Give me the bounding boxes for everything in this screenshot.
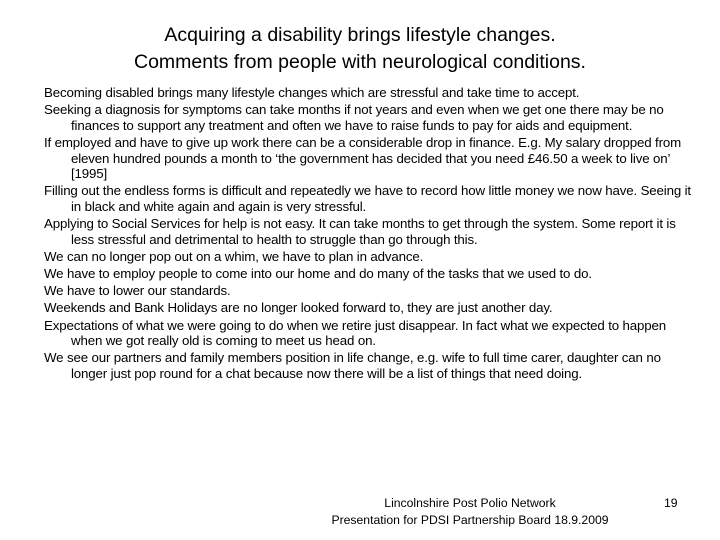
- slide-title: [20, 22, 700, 76]
- footer-presentation: Presentation for PDSI Partnership Board 18.9.2009: [331, 513, 609, 527]
- body-paragraph: Applying to Social Services for help is not easy. It can take months to get through the system. Some report it is less stressful and detrimental to health to struggle than go through this.: [44, 216, 676, 247]
- body-paragraph: Filling out the endless forms is difficult and repeatedly we have to record how little money we now have. Seeing it in black and white again and again is very stressful.: [44, 183, 691, 214]
- body-paragraph: Weekends and Bank Holidays are no longer looked forward to, they are just another day.: [44, 300, 553, 316]
- body-paragraph: Becoming disabled brings many lifestyle changes which are stressful and take time to accept.: [44, 85, 580, 100]
- slide-footer: [300, 495, 640, 529]
- body-paragraph: Seeking a diagnosis for symptoms can take months if not years and even when we get one there may be no finances to support any treatment and often we have to raise funds to pay for aids and equipment.: [44, 102, 664, 133]
- body-paragraph: We see our partners and family members position in life change, e.g. wife to full time carer, daughter can no longer just pop round for a chat because now there will be a list of things that need doing.: [44, 350, 661, 382]
- body-paragraph: We can no longer pop out on a whim, we have to plan in advance.: [44, 248, 424, 264]
- body-paragraph: We have to lower our standards.: [44, 283, 231, 299]
- title-line: Comments from people with neurological conditions.: [134, 51, 586, 73]
- page-number: 19: [664, 496, 678, 510]
- body-paragraph: We have to employ people to come into our home and do many of the tasks that we used to do.: [44, 266, 592, 282]
- slide-body: [44, 85, 694, 383]
- body-paragraph: If employed and have to give up work there can be a considerable drop in finance. E.g. My salary dropped from eleven hundred pounds a month to ‘the government has decided that you need £46.50 a week to live on’ [1995]: [44, 134, 682, 182]
- title-line: Acquiring a disability brings lifestyle changes.: [164, 24, 556, 46]
- footer-organization: Lincolnshire Post Polio Network: [384, 496, 556, 510]
- body-paragraph: Expectations of what we were going to do when we retire just disappear. In fact what we expected to happen when we got really old is coming to meet us head on.: [44, 317, 667, 349]
